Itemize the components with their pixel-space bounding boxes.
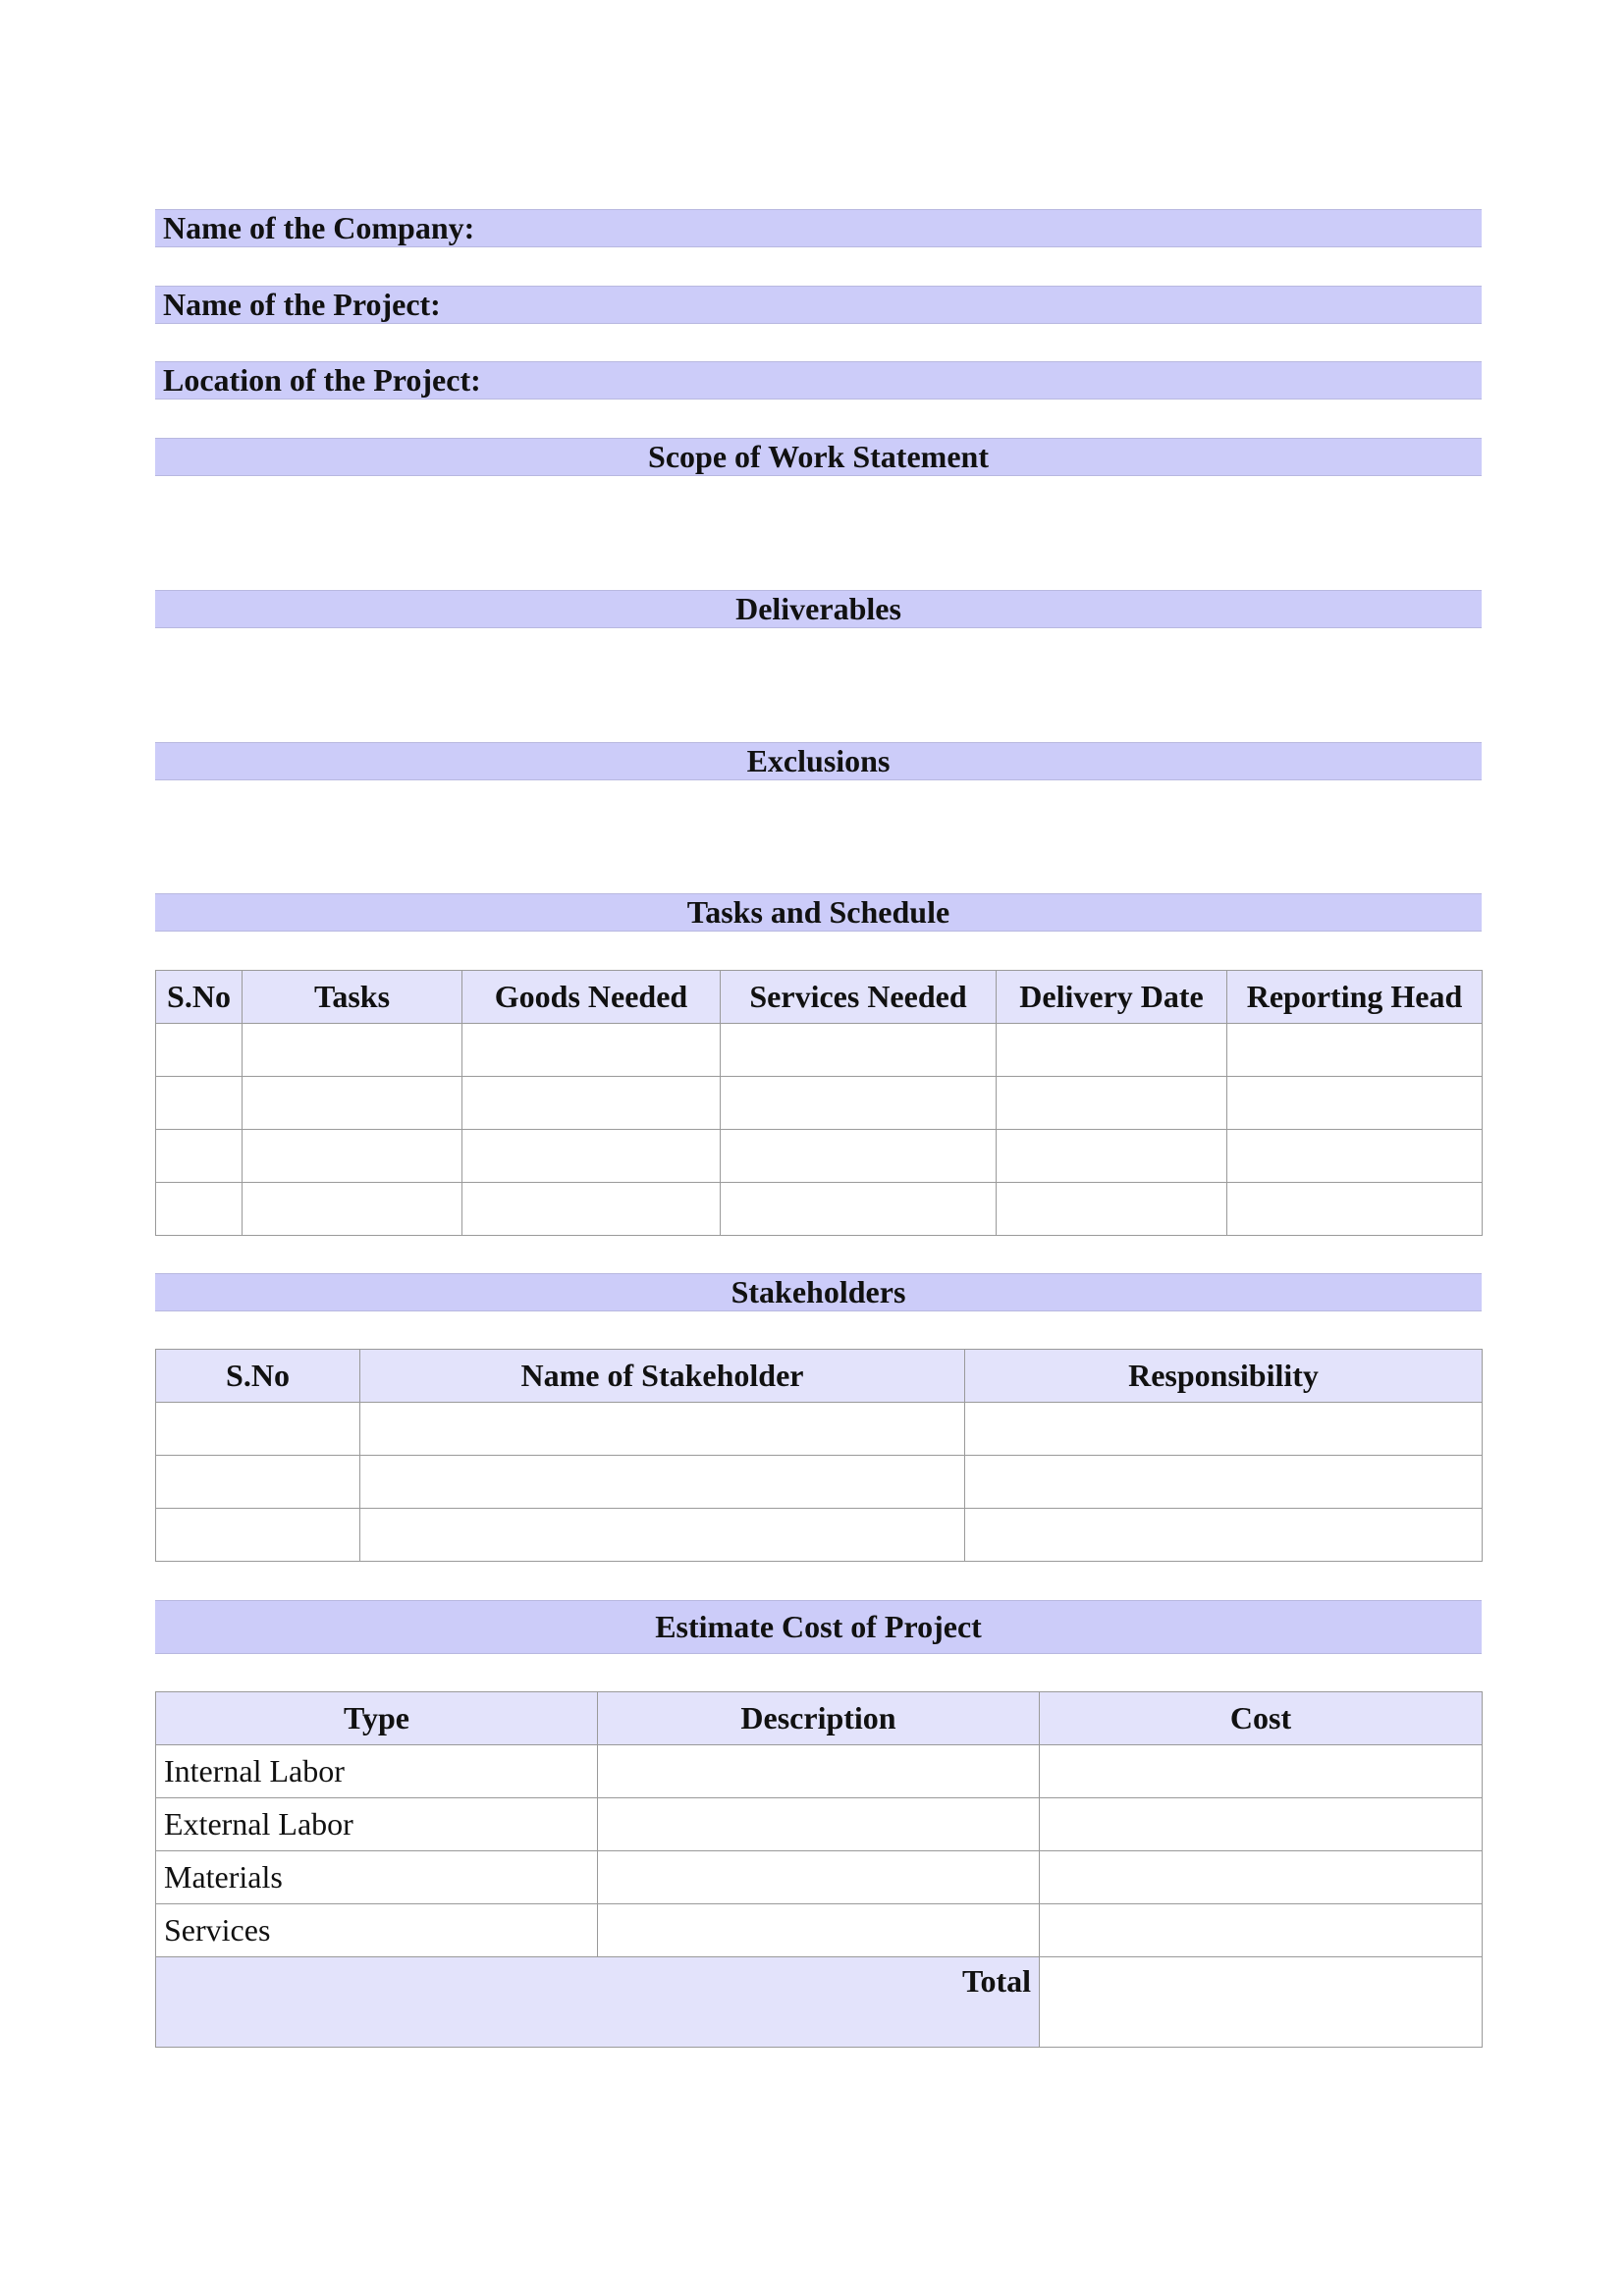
table-cell[interactable] [243,1130,462,1183]
tasks-header-sno: S.No [156,971,243,1024]
table-row [156,1130,1483,1183]
project-name-field[interactable] [155,286,1482,324]
table-cell[interactable] [1227,1077,1483,1130]
cost-type-services: Services [156,1904,598,1957]
tasks-section-heading [155,893,1482,932]
table-cell[interactable] [243,1077,462,1130]
cost-header-description: Description [598,1692,1040,1745]
stakeholders-table [155,1349,1483,1562]
table-cell[interactable] [997,1183,1227,1236]
tasks-table [155,970,1483,1236]
exclusions-section-heading [155,742,1482,780]
table-row [156,1509,1483,1562]
project-location-label: Location of the Project: [163,362,481,398]
stakeholders-heading-text: Stakeholders [731,1274,906,1309]
table-cell[interactable] [1227,1130,1483,1183]
table-cell[interactable] [360,1509,965,1562]
table-cell[interactable] [462,1024,721,1077]
stakeholders-header-name: Name of Stakeholder [360,1350,965,1403]
table-cell[interactable] [243,1024,462,1077]
table-cell[interactable] [997,1024,1227,1077]
scope-section-heading [155,438,1482,476]
table-cell[interactable] [156,1509,360,1562]
cost-total-row [156,1957,1483,2048]
table-cell[interactable] [598,1798,1040,1851]
stakeholders-section-heading [155,1273,1482,1311]
exclusions-heading-text: Exclusions [746,743,891,778]
table-cell[interactable] [1227,1024,1483,1077]
table-cell[interactable] [721,1183,997,1236]
cost-type-materials: Materials [156,1851,598,1904]
table-cell[interactable] [721,1024,997,1077]
cost-heading-text: Estimate Cost of Project [655,1609,982,1644]
table-row [156,1456,1483,1509]
table-cell[interactable] [598,1904,1040,1957]
table-cell[interactable] [156,1403,360,1456]
table-row [156,1904,1483,1957]
table-cell[interactable] [156,1024,243,1077]
scope-content-area[interactable] [155,477,1482,589]
table-cell[interactable] [156,1183,243,1236]
table-cell[interactable] [1040,1798,1483,1851]
table-cell[interactable] [243,1183,462,1236]
stakeholders-header-row [156,1350,1483,1403]
table-row [156,1024,1483,1077]
company-name-label: Name of the Company: [163,210,475,245]
tasks-header-delivery-date: Delivery Date [997,971,1227,1024]
tasks-header-reporting-head: Reporting Head [1227,971,1483,1024]
exclusions-content-area[interactable] [155,781,1482,892]
table-row [156,1798,1483,1851]
cost-header-type: Type [156,1692,598,1745]
tasks-header-services: Services Needed [721,971,997,1024]
table-cell[interactable] [156,1077,243,1130]
deliverables-content-area[interactable] [155,629,1482,741]
cost-type-internal-labor: Internal Labor [156,1745,598,1798]
cost-section-heading [155,1600,1482,1654]
tasks-header-tasks: Tasks [243,971,462,1024]
company-name-field[interactable] [155,209,1482,247]
cost-table [155,1691,1483,2048]
table-cell[interactable] [462,1183,721,1236]
table-cell[interactable] [1040,1851,1483,1904]
table-cell[interactable] [721,1077,997,1130]
table-cell[interactable] [1040,1904,1483,1957]
table-cell[interactable] [965,1509,1483,1562]
stakeholders-header-responsibility: Responsibility [965,1350,1483,1403]
table-cell[interactable] [997,1130,1227,1183]
table-cell[interactable] [156,1456,360,1509]
table-cell[interactable] [156,1130,243,1183]
table-cell[interactable] [462,1130,721,1183]
table-cell[interactable] [598,1851,1040,1904]
table-row [156,1403,1483,1456]
table-cell[interactable] [997,1077,1227,1130]
project-location-field[interactable] [155,361,1482,400]
scope-heading-text: Scope of Work Statement [648,439,989,474]
cost-total-label: Total [156,1957,1040,2048]
cost-type-external-labor: External Labor [156,1798,598,1851]
cost-total-value[interactable] [1040,1957,1483,2048]
tasks-heading-text: Tasks and Schedule [686,894,950,930]
tasks-header-row [156,971,1483,1024]
cost-header-row [156,1692,1483,1745]
tasks-header-goods: Goods Needed [462,971,721,1024]
cost-header-cost: Cost [1040,1692,1483,1745]
table-row [156,1077,1483,1130]
table-cell[interactable] [965,1456,1483,1509]
table-row [156,1183,1483,1236]
table-cell[interactable] [598,1745,1040,1798]
project-name-label: Name of the Project: [163,287,441,322]
table-cell[interactable] [1040,1745,1483,1798]
table-cell[interactable] [1227,1183,1483,1236]
table-cell[interactable] [965,1403,1483,1456]
deliverables-section-heading [155,590,1482,628]
table-cell[interactable] [462,1077,721,1130]
table-cell[interactable] [721,1130,997,1183]
deliverables-heading-text: Deliverables [735,591,901,626]
stakeholders-header-sno: S.No [156,1350,360,1403]
table-cell[interactable] [360,1403,965,1456]
table-row [156,1851,1483,1904]
table-cell[interactable] [360,1456,965,1509]
table-row [156,1745,1483,1798]
